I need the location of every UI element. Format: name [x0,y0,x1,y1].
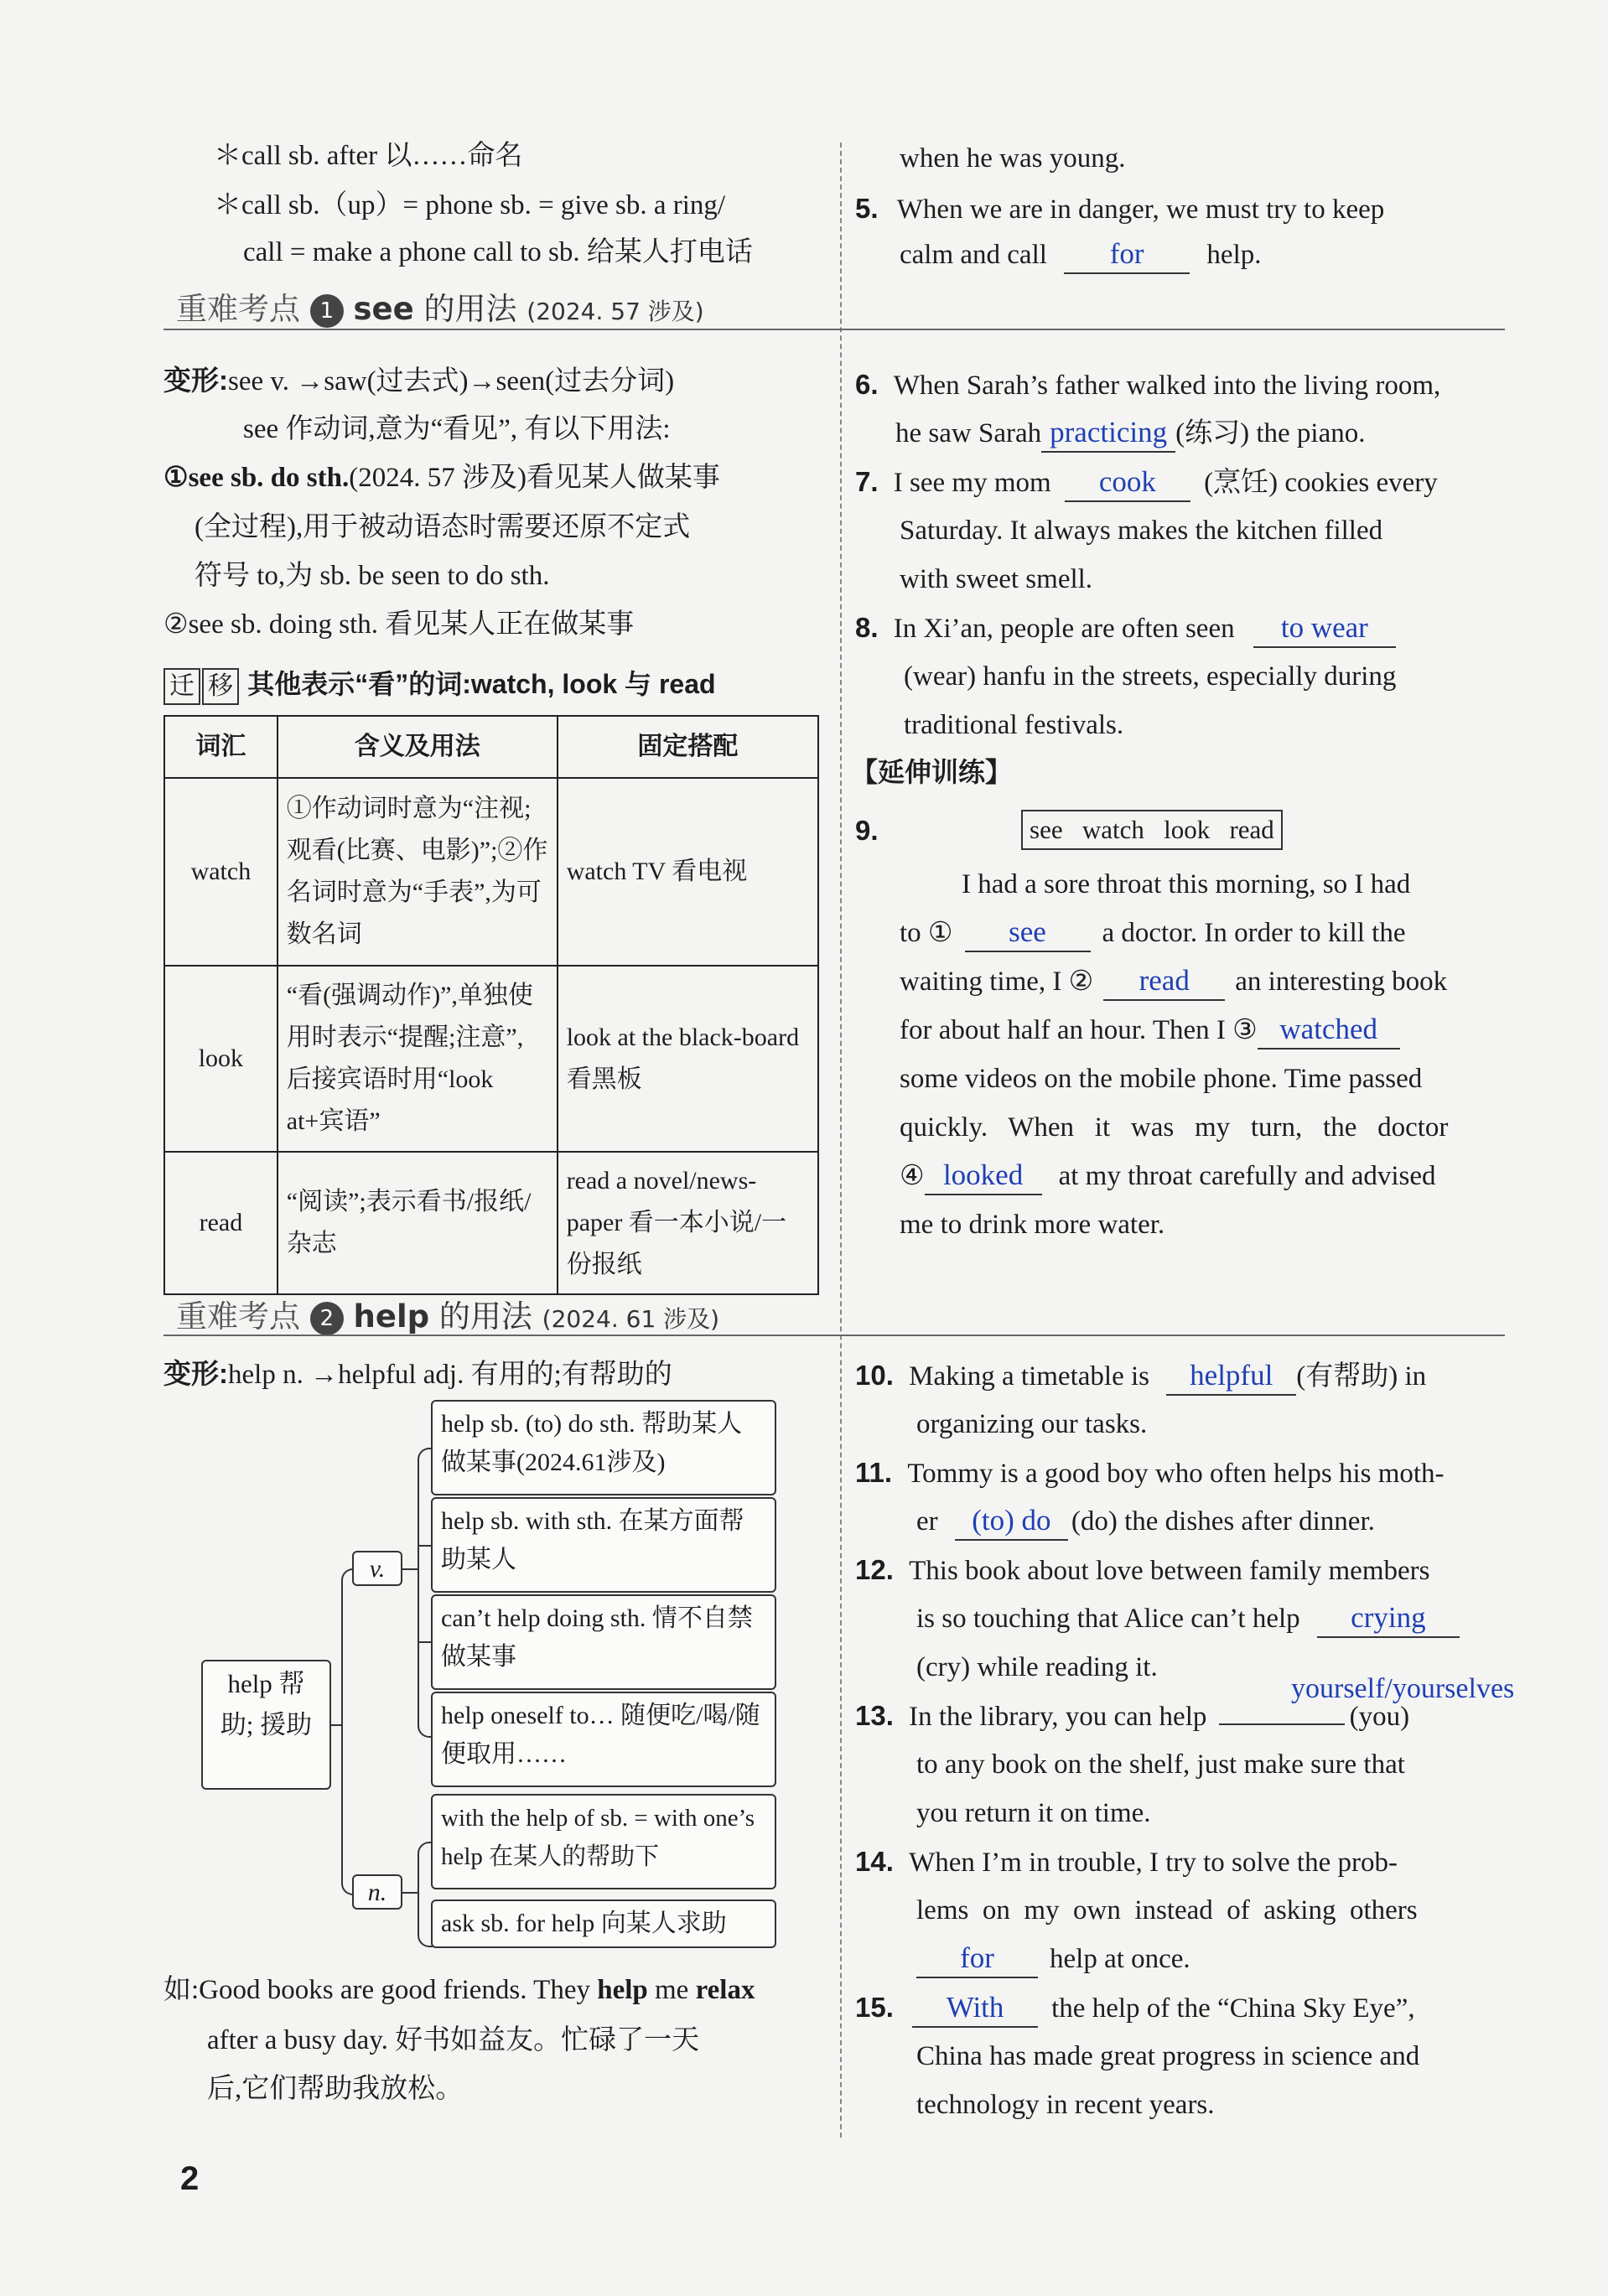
migration-note: 迁 移 其他表示“看”的词:watch, look 与 read [163,660,716,709]
table-cell-meaning: ①作动词时意为“注视;观看(比赛、电影)”;②作名词时意为“手表”,为可数名词 [278,778,558,966]
help-example-line3: 后,它们帮助我放松。 [207,2074,464,2104]
tree-connector [341,1568,353,1895]
see-intro: see 作动词,意为“看见”, 有以下用法: [243,414,671,444]
question-15: 15. With the help of the “China Sky Eye”, [855,1983,1415,2033]
table-cell-word: watch [164,778,278,966]
question-number: 15. [855,1992,894,2023]
see-usage-1-line3: 符号 to,为 sb. be seen to do sth. [195,561,550,591]
answer-blank[interactable]: helpful [1166,1357,1296,1396]
question-8: 8. In Xi’an, people are often seen to wear [855,604,1396,653]
tree-connector [331,1724,341,1726]
table-header: 含义及用法 [278,716,558,778]
table-row [164,966,818,1152]
extension-header: 【延伸训练】 [851,757,1013,787]
word-box: see watch look read [1021,810,1283,850]
section-divider [163,1335,1505,1336]
answer-blank-4[interactable]: looked [925,1157,1042,1195]
prev-question-tail: when he was young. [900,143,1126,174]
passage-line: waiting time, I ② read an interesting book [900,957,1447,1006]
answer-blank-3[interactable]: watched [1258,1011,1400,1050]
help-verb-usage: can’t help doing sth. 情不自禁做某事 [431,1594,776,1690]
question-number: 5. [855,193,879,224]
column-divider [840,143,842,2138]
passage-line: some videos on the mobile phone. Time passed [900,1064,1423,1094]
help-forms: 变形:help n. →helpful adj. 有用的;有帮助的 [163,1358,672,1390]
question-6-line2: he saw Sarah practicing (练习) the piano. [895,409,1365,458]
table-cell-phrase: look at the black-board 看黑板 [558,966,818,1152]
answer-blank[interactable]: for [916,1940,1038,1978]
table-cell-word: look [164,966,278,1152]
question-14-line3: for help at once. [916,1935,1190,1983]
question-13: 13. In the library, you can help (you) [855,1700,1410,1732]
question-number: 10. [855,1360,894,1391]
help-root-box: help 帮助; 援助 [201,1660,331,1790]
help-example: 如:Good books are good friends. They help me relax [163,1975,755,2005]
answer-blank-2[interactable]: read [1103,962,1225,1001]
answer-blank[interactable]: With [912,1989,1038,2028]
question-11: 11. Tommy is a good boy who often helps his moth- [855,1457,1445,1489]
answer-blank[interactable]: (to) do [955,1502,1068,1541]
question-12-line3: (cry) while reading it. [916,1652,1158,1682]
watch-look-read-table [163,715,819,1295]
answer-blank[interactable]: for [1064,236,1190,274]
question-8-line2: (wear) hanfu in the streets, especially during [904,661,1397,692]
help-verb-usage: help sb. (to) do sth. 帮助某人做某事(2024.61涉及) [431,1400,776,1495]
question-14: 14. When I’m in trouble, I try to solve the prob- [855,1846,1398,1878]
passage-line: I had a sore throat this morning, so I had [962,869,1411,899]
question-12: 12. This book about love between family members [855,1554,1430,1586]
question-number: 8. [855,612,879,643]
table-cell-phrase: read a novel/news-paper 看一本小说/一份报纸 [558,1152,818,1294]
help-verb-usage: help sb. with sth. 在某方面帮助某人 [431,1497,776,1593]
call-up-line: ＊call sb.（up）= phone sb. = give sb. a ring/ [214,190,726,220]
see-usage-1: ①see sb. do sth.(2024. 57 涉及)看见某人做某事 [163,463,720,493]
see-forms: 变形:see v. →saw(过去式)→seen(过去分词) [163,365,675,396]
question-9-number: 9. [855,815,879,846]
help-noun-usage: ask sb. for help 向某人求助 [431,1900,776,1948]
section-header-help: 重难考点 2 help 的用法 (2024. 61 涉及) [176,1298,720,1335]
question-5: 5. When we are in danger, we must try to keep [855,193,1385,225]
call-after-line: ＊call sb. after 以……命名 [214,141,523,171]
question-10-line2: organizing our tasks. [916,1409,1148,1439]
answer-blank[interactable] [1219,1723,1345,1725]
tree-connector [418,1641,431,1643]
table-cell-word: read [164,1152,278,1294]
question-13-line3: you return it on time. [916,1798,1151,1828]
question-number: 13. [855,1700,894,1731]
question-12-line2: is so touching that Alice can’t help crying [916,1594,1460,1643]
question-15-line2: China has made great progress in science and [916,2041,1420,2071]
noun-label: n. [352,1874,402,1910]
question-15-line3: technology in recent years. [916,2090,1215,2120]
help-noun-usage: with the help of sb. = with one’s help 在某人的帮助下 [431,1794,776,1889]
table-header: 词汇 [164,716,278,778]
question-number: 14. [855,1846,894,1877]
passage-line: quickly. When it was my turn, the doctor [900,1112,1449,1143]
verb-label: v. [352,1551,402,1586]
question-number: 12. [855,1554,894,1585]
table-cell-meaning: “阅读”;表示看书/报纸/杂志 [278,1152,558,1294]
help-verb-usage: help oneself to… 随便吃/喝/随便取用…… [431,1692,776,1787]
tree-connector [418,1545,431,1547]
answer-blank[interactable]: crying [1317,1599,1460,1638]
see-usage-1-line2: (全过程),用于被动语态时需要还原不定式 [195,512,691,542]
question-number: 6. [855,369,879,400]
question-11-line2: er (to) do (do) the dishes after dinner. [916,1497,1375,1546]
question-10: 10. Making a timetable is helpful (有帮助) in [855,1351,1426,1401]
answer-blank-1[interactable]: see [965,914,1091,952]
table-cell-phrase: watch TV 看电视 [558,778,818,966]
section-number-badge: 2 [310,1302,344,1335]
table-header: 固定搭配 [558,716,818,778]
question-13-answer: yourself/yourselves [1291,1673,1515,1704]
passage-line: to ① see a doctor. In order to kill the [900,909,1406,957]
table-row [164,778,818,966]
help-example-line2: after a busy day. 好书如益友。忙碌了一天 [207,2025,700,2055]
page-number: 2 [180,2160,200,2197]
section-header-see: 重难考点 1 see 的用法 (2024. 57 涉及) [176,291,704,327]
question-14-line2: lems on my own instead of asking others [916,1895,1418,1925]
question-7-line3: with sweet smell. [900,564,1093,594]
question-13-line2: to any book on the shelf, just make sure that [916,1749,1405,1780]
passage-line: for about half an hour. Then I ③ watched [900,1006,1400,1055]
tree-connector [402,1892,418,1894]
table-row [164,1152,818,1294]
answer-blank[interactable]: cook [1065,464,1190,502]
answer-blank[interactable]: to wear [1253,609,1396,648]
question-7: 7. I see my mom cook (烹饪) cookies every [855,458,1438,507]
tree-connector [402,1568,418,1570]
table-header-row [164,716,818,778]
question-8-line3: traditional festivals. [904,710,1124,740]
question-6: 6. When Sarah’s father walked into the living room, [855,369,1441,401]
passage-line: me to drink more water. [900,1210,1165,1240]
see-usage-2: ②see sb. doing sth. 看见某人正在做某事 [163,609,635,640]
section-number-badge: 1 [310,294,344,328]
question-number: 11. [855,1457,893,1488]
answer-blank[interactable]: practicing [1041,414,1175,453]
question-number: 7. [855,466,879,497]
table-cell-meaning: “看(强调动作)”,单独使用时表示“提醒;注意”,后接宾语时用“look at+宾语” [278,966,558,1152]
passage-line: ④ looked at my throat carefully and advised [900,1152,1436,1200]
call-make-line: call = make a phone call to sb. 给某人打电话 [243,237,753,267]
question-5-line2: calm and call for help. [900,231,1262,279]
question-7-line2: Saturday. It always makes the kitchen filled [900,516,1383,546]
section-divider [163,329,1505,330]
